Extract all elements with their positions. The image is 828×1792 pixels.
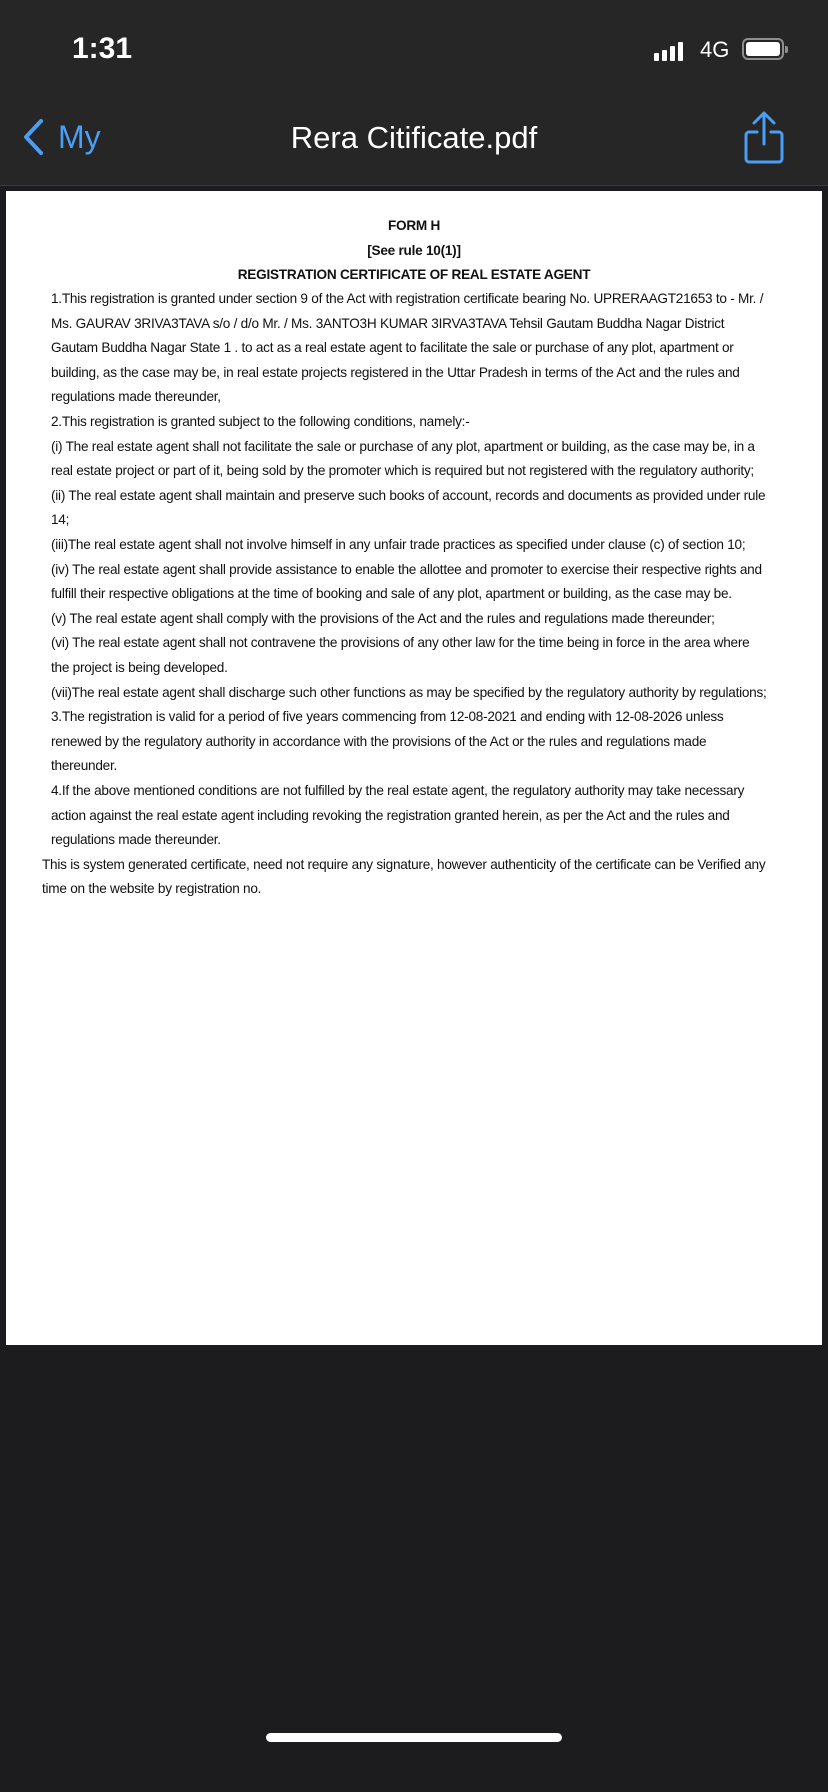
document-title: Rera Citificate.pdf	[290, 120, 538, 155]
back-button[interactable]	[22, 118, 101, 156]
body-text-line: 4.If the above mentioned conditions are not fulfilled by the real estate agent, the regulatory authority may take necessary	[51, 783, 745, 798]
body-text-line: (vii)The real estate agent shall discharge such other functions as may be specified by the regulatory authority by regulations;	[51, 684, 767, 700]
body-text-line: fulfill their respective obligations at the time of booking and sale of any plot, apartment or building, as the case may be.	[51, 586, 732, 602]
body-text-line: renewed by the regulatory authority in accordance with the provisions of the Act or the rules and regulations made	[51, 733, 707, 749]
signal-icon	[654, 41, 683, 61]
navigation-header	[0, 0, 828, 186]
body-text-line: the project is being developed.	[51, 660, 228, 675]
share-icon	[742, 110, 786, 166]
body-text-line: (iv) The real estate agent shall provide assistance to enable the allottee and promoter to exercise their respective rights and	[51, 561, 762, 577]
body-text-line: Ms. GAURAV 3RIVA3TAVA s/o / d/o Mr. / Ms. 3ANTO3H KUMAR 3IRVA3TAVA Tehsil Gautam Buddha Nagar District	[51, 315, 725, 331]
pdf-page[interactable]	[6, 191, 822, 1345]
body-text-line: real estate project or part of it, being sold by the promoter which is required but not registered with the regulatory authority;	[51, 463, 754, 479]
status-time: 1:31	[72, 32, 133, 65]
body-text-line: (ii) The real estate agent shall maintain and preserve such books of account, records and documents as provided under rule	[51, 487, 766, 503]
body-text-line: thereunder.	[51, 758, 118, 774]
certificate-title: REGISTRATION CERTIFICATE OF REAL ESTATE AGENT	[237, 267, 591, 282]
body-text-line: 3.The registration is valid for a period of five years commencing from 12-08-2021 and ending with 12-08-2026 unless	[51, 709, 724, 725]
body-text-line: (vi) The real estate agent shall not contravene the provisions of any other law for the time being in force in the area where	[51, 635, 750, 651]
body-text-line: (v) The real estate agent shall comply with the provisions of the Act and the rules and regulations made thereunder;	[51, 610, 715, 626]
form-heading: FORM H	[387, 218, 441, 233]
body-text-line: 14;	[51, 512, 70, 528]
footer-text-line: time on the website by registration no.	[42, 881, 262, 897]
body-text-line: (i) The real estate agent shall not facilitate the sale or purchase of any plot, apartment or building, as the case may be, in a	[51, 438, 755, 454]
battery-icon	[742, 38, 784, 60]
footer-text-line: This is system generated certificate, need not require any signature, however authenticity of the certificate can be Verified any	[42, 856, 766, 872]
body-text-line: action against the real estate agent including revoking the registration granted herein, as per the Act and the rules and	[51, 807, 730, 823]
body-text-line: 2.This registration is granted subject to the following conditions, namely:-	[51, 414, 470, 429]
share-button[interactable]	[742, 110, 786, 171]
body-text-line: (iii)The real estate agent shall not involve himself in any unfair trade practices as specified under clause (c) of section 10;	[51, 537, 746, 552]
body-text-line: regulations made thereunder,	[51, 389, 221, 405]
home-indicator[interactable]	[266, 1733, 562, 1742]
back-label: My	[58, 118, 101, 155]
body-text-line: 1.This registration is granted under section 9 of the Act with registration certificate bearing No. UPRERAAGT21653 to - Mr. /	[51, 291, 764, 306]
rule-reference: [See rule 10(1)]	[367, 243, 461, 258]
body-text-line: regulations made thereunder.	[51, 832, 221, 848]
network-type: 4G	[700, 37, 730, 62]
body-text-line: building, as the case may be, in real estate projects registered in the Uttar Pradesh in terms of the Act and the rules and	[51, 364, 740, 380]
chevron-left-icon	[22, 118, 44, 156]
body-text-line: Gautam Buddha Nagar State 1 . to act as a real estate agent to facilitate the sale or purchase of any plot, apartment or	[51, 340, 734, 356]
